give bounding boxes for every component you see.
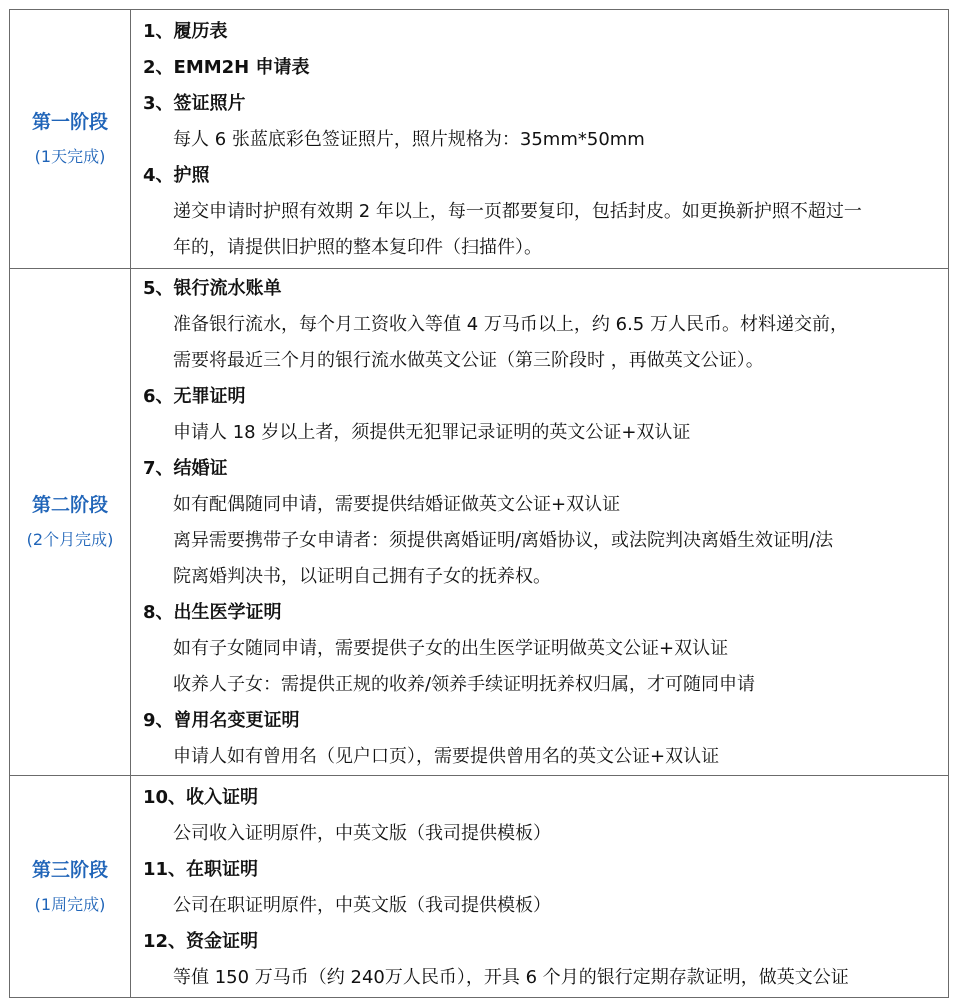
item-detail: 需要将最近三个月的银行流水做英文公证（第三阶段时 ，再做英文公证）。: [173, 350, 764, 371]
item-detail: 如有配偶随同申请，需要提供结婚证做英文公证+双认证: [173, 494, 621, 515]
item-detail: 申请人 18 岁以上者，须提供无犯罪记录证明的英文公证+双认证: [173, 422, 691, 443]
item-detail: 如有子女随同申请，需要提供子女的出生医学证明做英文公证+双认证: [173, 638, 729, 659]
item-heading: 8、出生医学证明: [143, 602, 282, 623]
item-detail: 收养人子女：需提供正规的收养/领养手续证明抚养权归属，才可随同申请: [173, 674, 756, 695]
item-heading: 5、银行流水账单: [143, 278, 282, 299]
item-detail: 申请人如有曾用名（见户口页），需要提供曾用名的英文公证+双认证: [173, 746, 720, 767]
item-heading: 10、收入证明: [143, 786, 259, 808]
requirements-table: [9, 9, 949, 998]
item-detail: 公司收入证明原件，中英文版（我司提供模板）: [173, 822, 551, 844]
stage-name: 第三阶段: [31, 858, 108, 881]
item-detail: 年的，请提供旧护照的整本复印件（扫描件）。: [173, 237, 542, 258]
item-detail: 院离婚判决书，以证明自己拥有子女的抚养权。: [173, 566, 551, 587]
item-detail: 等值 150 万马币（约 240万人民币），开具 6 个月的银行定期存款证明，做英文公证: [173, 966, 849, 988]
stage-row: [10, 776, 949, 998]
item-detail: 每人 6 张蓝底彩色签证照片，照片规格为：35mm*50mm: [173, 129, 645, 150]
item-heading: 1、履历表: [143, 21, 228, 42]
stage-row: [10, 269, 949, 776]
stage-duration: (1天完成): [34, 147, 106, 166]
stage-content: [131, 10, 949, 269]
item-detail: 准备银行流水，每个月工资收入等值 4 万马币以上，约 6.5 万人民币。材料递交前，: [173, 314, 848, 335]
item-heading: 3、签证照片: [143, 93, 246, 114]
item-heading: 9、曾用名变更证明: [143, 710, 300, 731]
item-detail: 公司在职证明原件，中英文版（我司提供模板）: [173, 894, 551, 916]
stage-content: [131, 776, 949, 998]
item-heading: 12、资金证明: [143, 930, 259, 952]
stage-duration: (1周完成): [34, 894, 106, 914]
item-heading: 7、结婚证: [143, 458, 228, 479]
item-heading: 2、EMM2H 申请表: [143, 57, 310, 78]
item-heading: 6、无罪证明: [143, 386, 246, 407]
stage-name: 第二阶段: [31, 494, 108, 516]
stage-content: [131, 269, 949, 776]
item-detail: 递交申请时护照有效期 2 年以上，每一页都要复印，包括封皮。如更换新护照不超过一: [173, 201, 862, 222]
item-heading: 4、护照: [143, 165, 210, 186]
stage-duration: (2个月完成): [26, 530, 114, 549]
stage-cell: [10, 776, 131, 998]
stage-row: [10, 10, 949, 269]
item-detail: 离异需要携带子女申请者：须提供离婚证明/离婚协议，或法院判决离婚生效证明/法: [173, 530, 834, 551]
item-heading: 11、在职证明: [143, 858, 259, 880]
stage-cell: [10, 269, 131, 776]
stage-name: 第一阶段: [31, 111, 108, 133]
stage-cell: [10, 10, 131, 269]
